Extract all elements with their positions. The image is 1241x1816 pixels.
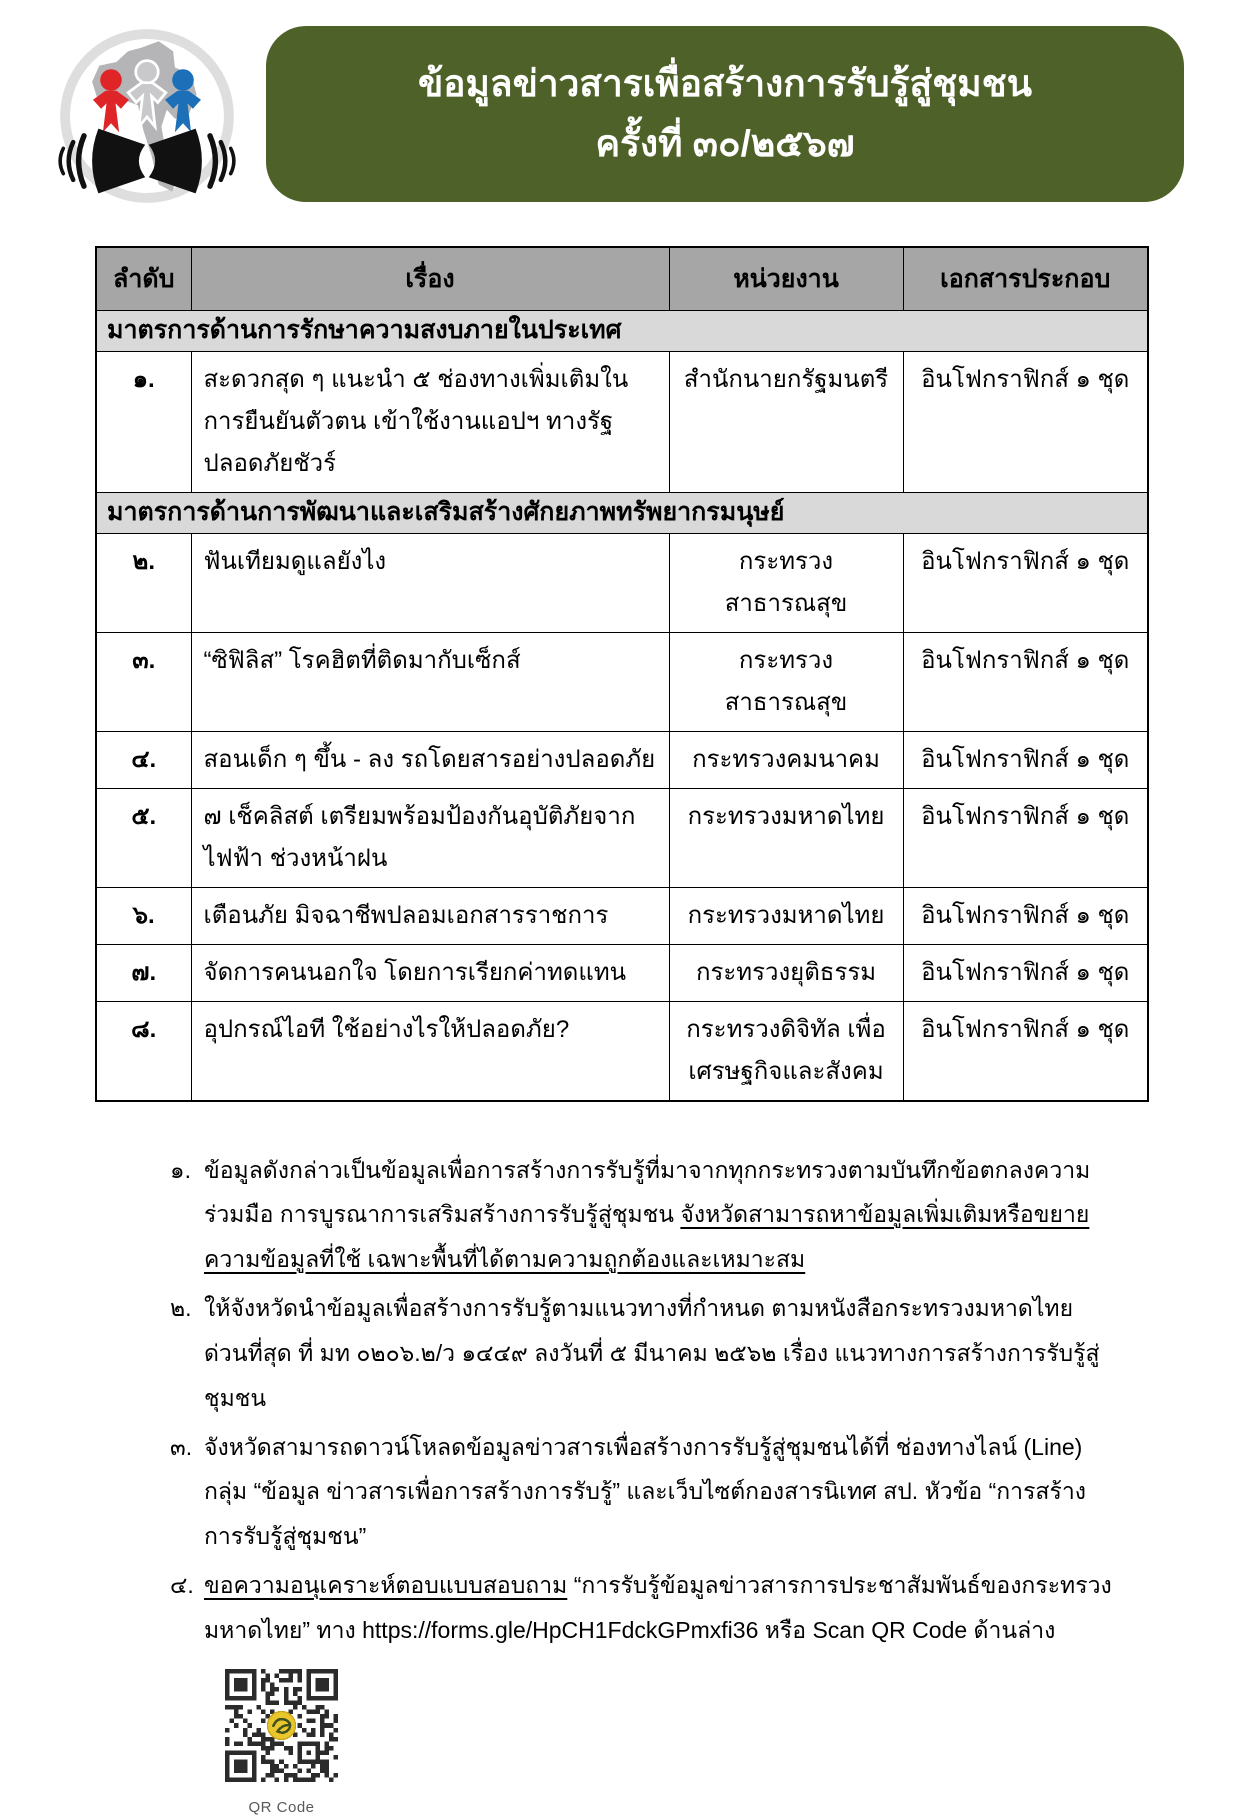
row-documents: อินโฟกราฟิกส์ ๑ ชุด — [903, 944, 1148, 1001]
row-agency: กระทรวงสาธารณสุข — [669, 533, 903, 632]
footnote-number: ๓. — [170, 1433, 193, 1460]
row-documents: อินโฟกราฟิกส์ ๑ ชุด — [903, 632, 1148, 731]
row-agency: สำนักนายกรัฐมนตรี — [669, 351, 903, 492]
column-header-agency: หน่วยงาน — [669, 247, 903, 311]
row-subject: จัดการคนนอกใจ โดยการเรียกค่าทดแทน — [191, 944, 669, 1001]
row-subject: ๗ เช็คลิสต์ เตรียมพร้อมป้องกันอุบัติภัยจากไฟฟ้า ช่วงหน้าฝน — [191, 788, 669, 887]
row-subject: “ซิฟิลิส” โรคฮิตที่ติดมากับเซ็กส์ — [191, 632, 669, 731]
table-section-row — [96, 492, 1148, 533]
table-row — [96, 351, 1148, 492]
row-subject: สอนเด็ก ๆ ขึ้น - ลง รถโดยสารอย่างปลอดภัย — [191, 731, 669, 788]
footnote-item — [170, 1286, 1115, 1421]
row-number: ๘. — [96, 1001, 191, 1101]
row-agency: กระทรวงดิจิทัล เพื่อเศรษฐกิจและสังคม — [669, 1001, 903, 1101]
row-subject: ฟันเทียมดูแลยังไง — [191, 533, 669, 632]
table-row — [96, 731, 1148, 788]
row-number: ๗. — [96, 944, 191, 1001]
column-header-number: ลำดับ — [96, 247, 191, 311]
table-row — [96, 944, 1148, 1001]
row-documents: อินโฟกราฟิกส์ ๑ ชุด — [903, 788, 1148, 887]
row-number: ๑. — [96, 351, 191, 492]
row-agency: กระทรวงมหาดไทย — [669, 788, 903, 887]
footnote-text: ให้จังหวัดนำข้อมูลเพื่อสร้างการรับรู้ตามแนวทางที่กำหนด ตามหนังสือกระทรวงมหาดไทย ด่วนที่สุด ที่ มท ๐๒๐๖.๒/ว ๑๔๔๙ ลงวันที่ ๕ มีนาคม ๒๕๖๒ เรื่อง แนวทางการสร้างการรับรู้สู่ชุมชน — [204, 1295, 1100, 1411]
section-title: มาตรการด้านการรักษาความสงบภายในประเทศ — [96, 311, 1148, 352]
header — [0, 0, 1241, 206]
qr-block — [224, 1669, 339, 1816]
column-header-documents: เอกสารประกอบ — [903, 247, 1148, 311]
row-documents: อินโฟกราฟิกส์ ๑ ชุด — [903, 887, 1148, 944]
row-number: ๔. — [96, 731, 191, 788]
footnote-item — [170, 1425, 1115, 1560]
community-awareness-logo — [52, 26, 242, 206]
title-banner — [266, 26, 1184, 202]
footnote-item — [170, 1563, 1115, 1653]
table-header-row — [96, 247, 1148, 311]
row-agency: กระทรวงสาธารณสุข — [669, 632, 903, 731]
row-documents: อินโฟกราฟิกส์ ๑ ชุด — [903, 1001, 1148, 1101]
row-number: ๒. — [96, 533, 191, 632]
row-subject: เตือนภัย มิจฉาชีพปลอมเอกสารราชการ — [191, 887, 669, 944]
table-row — [96, 788, 1148, 887]
footnote-number: ๔. — [170, 1572, 194, 1599]
qr-code-label: QR Code — [248, 1798, 315, 1816]
row-documents: อินโฟกราฟิกส์ ๑ ชุด — [903, 351, 1148, 492]
qr-code — [225, 1669, 338, 1782]
table-row — [96, 533, 1148, 632]
document-issue-number: ครั้งที่ ๓๐/๒๕๖๗ — [595, 123, 855, 164]
row-agency: กระทรวงมหาดไทย — [669, 887, 903, 944]
footnote-item — [170, 1148, 1115, 1283]
footnotes-list — [170, 1148, 1115, 1653]
table-row — [96, 632, 1148, 731]
table-row — [96, 1001, 1148, 1101]
row-subject: อุปกรณ์ไอที ใช้อย่างไรให้ปลอดภัย? — [191, 1001, 669, 1101]
footnote-text: จังหวัดสามารถดาวน์โหลดข้อมูลข่าวสารเพื่อสร้างการรับรู้สู่ชุมชนได้ที่ ช่องทางไลน์ (Line) กลุ่ม “ข้อมูล ข่าวสารเพื่อการสร้างการรับรู้” และเว็บไซต์กองสารนิเทศ สป. หัวข้อ “การสร้างการรับรู้สู่ชุมชน” — [204, 1433, 1086, 1550]
row-agency: กระทรวงคมนาคม — [669, 731, 903, 788]
footnote-text: ข้อมูลดังกล่าวเป็นข้อมูลเพื่อการสร้างการรับรู้ที่มาจากทุกกระทรวงตามบันทึกข้อตกลงความร่วมมือ การบูรณาการเสริมสร้างการรับรู้สู่ชุมชน จังหวัดสามารถหาข้อมูลเพิ่มเติมหรือขยายความข้อมูลที่ใช้ เฉพาะพื้นที่ได้ตามความถูกต้องและเหมาะสม — [204, 1156, 1091, 1273]
footnote-number: ๒. — [170, 1295, 192, 1322]
row-documents: อินโฟกราฟิกส์ ๑ ชุด — [903, 533, 1148, 632]
column-header-subject: เรื่อง — [191, 247, 669, 311]
footnote-number: ๑. — [170, 1156, 191, 1183]
section-title: มาตรการด้านการพัฒนาและเสริมสร้างศักยภาพทรัพยากรมนุษย์ — [96, 492, 1148, 533]
table-section-row — [96, 311, 1148, 352]
row-agency: กระทรวงยุติธรรม — [669, 944, 903, 1001]
row-number: ๓. — [96, 632, 191, 731]
content-table — [95, 246, 1149, 1102]
row-number: ๕. — [96, 788, 191, 887]
footnote-text: ขอความอนุเคราะห์ตอบแบบสอบถาม “การรับรู้ข้อมูลข่าวสารการประชาสัมพันธ์ของกระทรวงมหาดไทย” ทาง https://forms.gle/HpCH1FdckGPmxfi36 หรือ Scan QR Code ด้านล่าง — [204, 1572, 1112, 1643]
table-row — [96, 887, 1148, 944]
row-subject: สะดวกสุด ๆ แนะนำ ๕ ช่องทางเพิ่มเติมในการยืนยันตัวตน เข้าใช้งานแอปฯ ทางรัฐ ปลอดภัยชัวร์ — [191, 351, 669, 492]
row-number: ๖. — [96, 887, 191, 944]
document-title: ข้อมูลข่าวสารเพื่อสร้างการรับรู้สู่ชุมชน — [418, 63, 1032, 105]
row-documents: อินโฟกราฟิกส์ ๑ ชุด — [903, 731, 1148, 788]
